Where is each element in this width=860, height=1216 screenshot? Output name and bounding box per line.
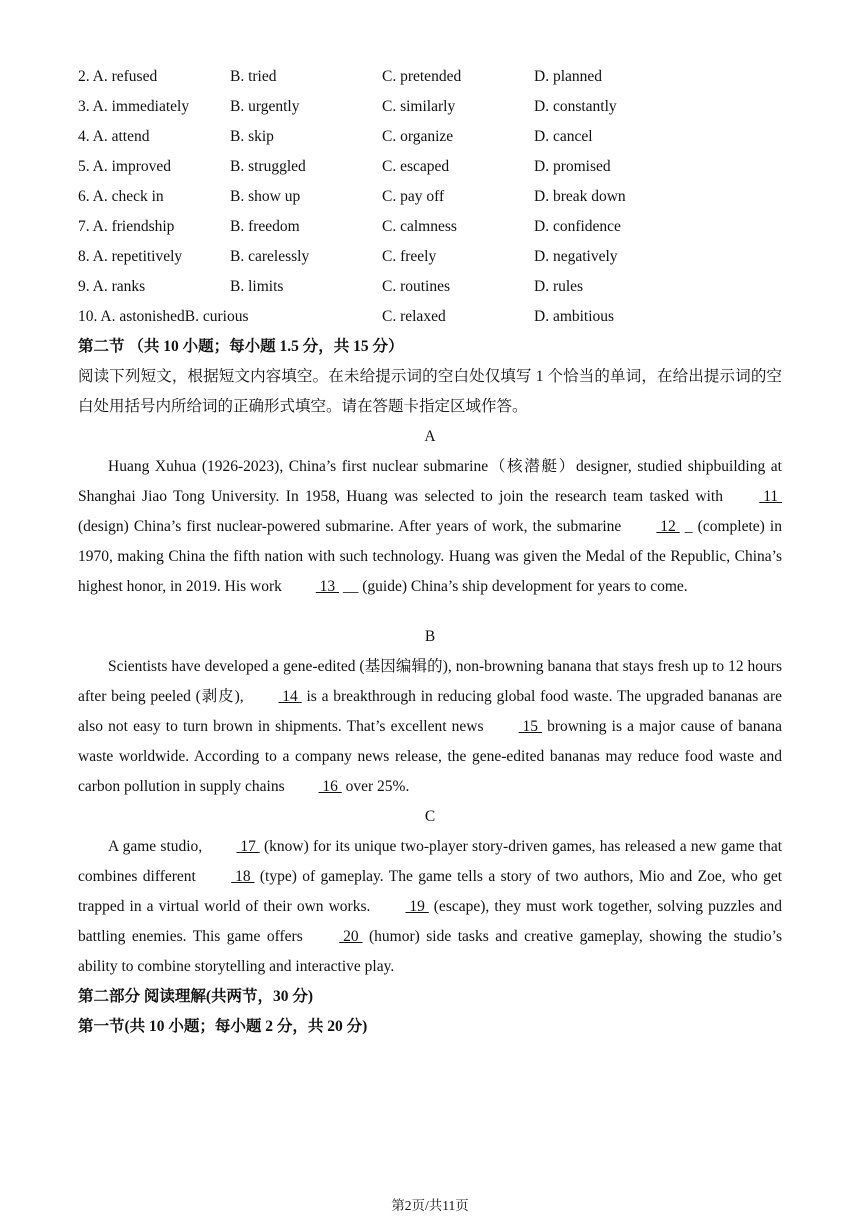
section-instructions: 阅读下列短文，根据短文内容填空。在未给提示词的空白处仅填写 1 个恰当的单词，在给出提示词的空白处用括号内所给词的正确形式填空。请在答题卡指定区域作答。: [78, 368, 782, 415]
option-item: C. relaxed: [382, 308, 446, 325]
passage-text: over 25%.: [341, 778, 410, 795]
option-item: B. struggled: [230, 158, 306, 175]
option-row: [78, 182, 782, 212]
passage-text: _ (complete) in 1970, making China the fifth nation with such technology. Huang was given the Medal of the Republic, China’s highest honor, in 2019. His work: [78, 518, 782, 595]
option-item: 2. A. refused: [78, 68, 158, 85]
passage-a: [78, 452, 782, 602]
passage-text: (know) for its unique two-player story-driven games, has released a new game that combines different: [78, 838, 782, 885]
blank-13: 13: [315, 578, 340, 595]
blank-17: 17: [236, 838, 260, 855]
passage-text: browning is a major cause of banana waste worldwide. According to a company news release, the gene-edited bananas may reduce food waste and carbon pollution in supply chains: [78, 718, 782, 795]
option-item: B. urgently: [230, 98, 300, 115]
option-item: D. promised: [534, 158, 611, 175]
option-item: D. planned: [534, 68, 603, 85]
options-list: [78, 62, 782, 332]
option-item: 10. A. astonishedB. curious: [78, 308, 249, 325]
option-row: [78, 152, 782, 182]
option-item: 8. A. repetitively: [78, 248, 183, 265]
option-item: D. rules: [534, 278, 584, 295]
option-item: 7. A. friendship: [78, 218, 175, 235]
blank-14: 14: [278, 688, 302, 705]
passage-text: (humor) side tasks and creative gameplay, showing the studio’s ability to combine storytelling and interactive play.: [78, 928, 782, 975]
option-row: [78, 62, 782, 92]
part-heading: 第二部分 阅读理解(共两节，30 分): [78, 988, 314, 1005]
option-item: D. negatively: [534, 248, 618, 265]
option-row: [78, 92, 782, 122]
spacer: [78, 602, 782, 622]
blank-15: 15: [518, 718, 542, 735]
blank-11: 11: [759, 488, 782, 505]
option-item: C. calmness: [382, 218, 457, 235]
option-item: C. pay off: [382, 188, 445, 205]
passage-b: [78, 652, 782, 802]
option-item: 9. A. ranks: [78, 278, 146, 295]
option-item: 5. A. improved: [78, 158, 171, 175]
passage-text: Scientists have developed a gene-edited (基因编辑的), non-browning banana that stays fresh up to 12 hours after being peeled (剥皮),: [78, 658, 782, 705]
option-item: B. limits: [230, 278, 284, 295]
option-item: D. ambitious: [534, 308, 615, 325]
blank-12: 12: [656, 518, 680, 535]
option-item: 3. A. immediately: [78, 98, 190, 115]
passage-a-letter: A: [424, 428, 436, 445]
option-item: C. similarly: [382, 98, 456, 115]
option-item: 4. A. attend: [78, 128, 150, 145]
option-item: C. freely: [382, 248, 437, 265]
option-row: [78, 272, 782, 302]
option-item: C. escaped: [382, 158, 450, 175]
option-item: C. routines: [382, 278, 451, 295]
passage-text: (design) China’s first nuclear-powered submarine. After years of work, the submarine: [78, 518, 627, 535]
option-item: B. skip: [230, 128, 274, 145]
blank-16: 16: [318, 778, 342, 795]
exam-page: [78, 62, 782, 1042]
option-item: D. break down: [534, 188, 626, 205]
option-row: [78, 122, 782, 152]
blank-19: 19: [405, 898, 429, 915]
blank-20: 20: [339, 928, 363, 945]
option-item: B. tried: [230, 68, 277, 85]
passage-b-letter: B: [424, 628, 436, 645]
passage-c: [78, 832, 782, 982]
passage-text: __ (guide) China’s ship development for years to come.: [339, 578, 688, 595]
passage-text: (type) of gameplay. The game tells a story of two authors, Mio and Zoe, who get trapped in a virtual world of their own works.: [78, 868, 783, 915]
subsection-heading: 第一节(共 10 小题；每小题 2 分，共 20 分): [78, 1018, 368, 1035]
option-item: C. organize: [382, 128, 454, 145]
option-item: D. cancel: [534, 128, 593, 145]
option-item: B. freedom: [230, 218, 300, 235]
passage-c-letter: C: [424, 808, 436, 825]
passage-text: Huang Xuhua (1926-2023), China’s first nuclear submarine（核潜艇）designer, studied shipbuilding at Shanghai Jiao Tong University. In 1958, Huang was selected to join the research team tasked with: [78, 458, 782, 505]
option-row: [78, 242, 782, 272]
option-item: 6. A. check in: [78, 188, 164, 205]
option-item: D. confidence: [534, 218, 621, 235]
passage-text: A game studio,: [108, 838, 207, 855]
page-number: 第2页/共11页: [391, 1198, 469, 1213]
option-item: D. constantly: [534, 98, 617, 115]
passage-text: is a breakthrough in reducing global food waste. The upgraded bananas are also not easy to turn brown in shipments. That’s excellent news: [78, 688, 783, 735]
option-item: C. pretended: [382, 68, 462, 85]
option-item: B. show up: [230, 188, 301, 205]
blank-18: 18: [231, 868, 255, 885]
option-row: [78, 302, 782, 332]
passage-text: (escape), they must work together, solving puzzles and battling enemies. This game offers: [78, 898, 782, 945]
option-item: B. carelessly: [230, 248, 310, 265]
section-heading: 第二节 （共 10 小题；每小题 1.5 分，共 15 分）: [78, 338, 404, 355]
option-row: [78, 212, 782, 242]
